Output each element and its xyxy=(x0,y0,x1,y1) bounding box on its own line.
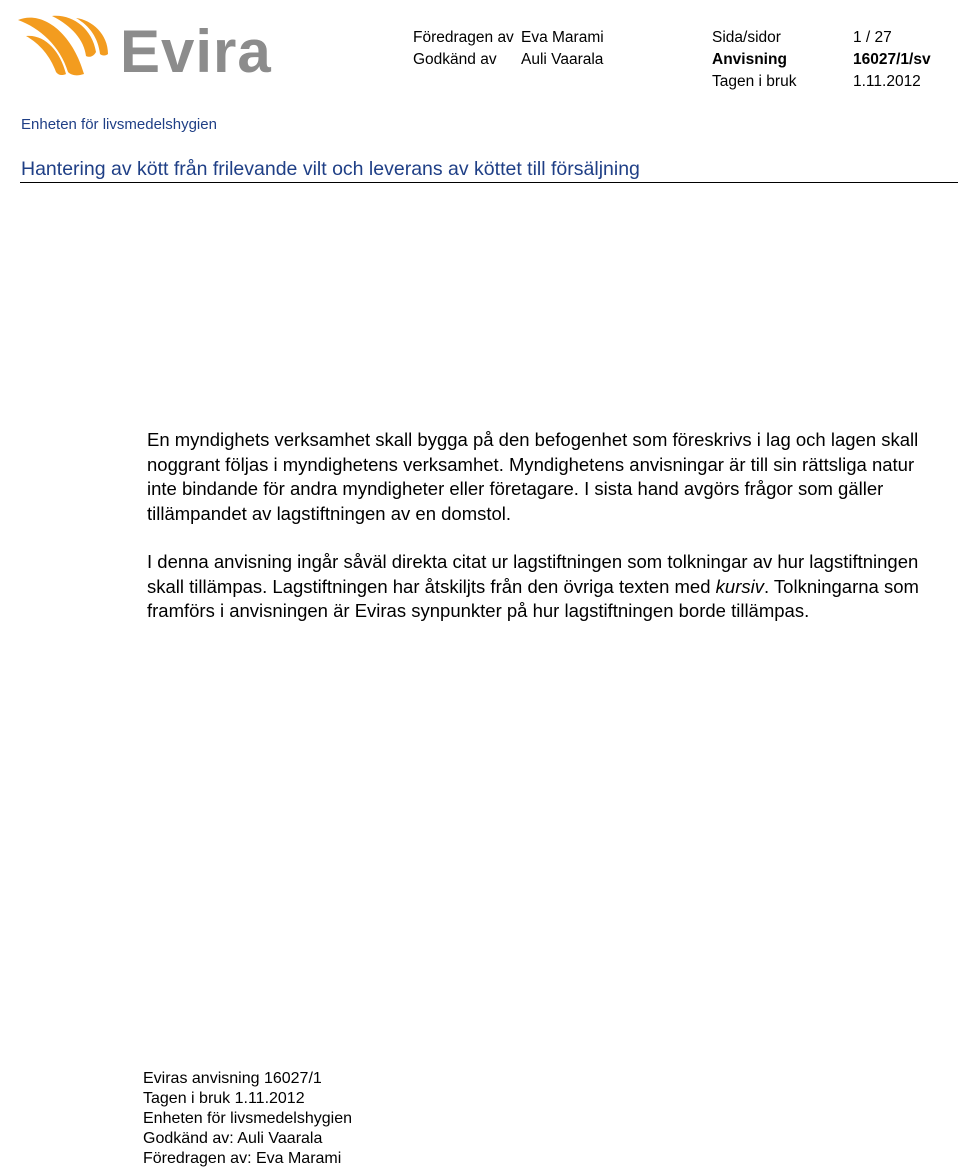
footer-block xyxy=(143,1069,352,1169)
effective-label: Tagen i bruk xyxy=(712,73,797,90)
approved-by-label: Godkänd av xyxy=(413,51,497,68)
paragraph-text-part2: . Tolkningarna som framförs i anvisningen är Eviras synpunkter på hur lagstiftningen borde tillämpas. xyxy=(147,575,919,621)
footer-line: Tagen i bruk 1.11.2012 xyxy=(143,1090,305,1107)
evira-logo xyxy=(12,12,272,90)
disclaimer-paragraph: En myndighets verksamhet skall bygga på den befogenhet som föreskrivs i lag och lagen skall noggrant följas i myndighetens verksamhet. Myndighetens anvisningar är till sin rättsliga natur inte bindande för andra myndigheter eller företagare. I sista hand avgörs frågor som gäller tillämpandet av lagstiftningen av en domstol. xyxy=(147,429,919,524)
effective-date: 1.11.2012 xyxy=(853,73,921,90)
logo-wordmark: Evira xyxy=(120,18,272,85)
approved-by-value: Auli Vaarala xyxy=(521,51,604,68)
paragraph-text-part1: I denna anvisning ingår såväl direkta citat ur lagstiftningen som tolkningar av hur lagstiftningen skall tillämpas. Lagstiftningen har åtskiljts från den övriga texten med xyxy=(147,551,919,597)
italic-word: kursiv xyxy=(715,575,764,597)
presented-by-label: Föredragen av xyxy=(413,29,514,46)
document-title: Hantering av kött från frilevande vilt och leverans av köttet till försäljning xyxy=(21,158,640,180)
document-number: 16027/1/sv xyxy=(853,51,931,68)
document-type: Anvisning xyxy=(712,51,787,68)
pages-label: Sida/sidor xyxy=(712,29,781,46)
interpretation-paragraph xyxy=(147,550,937,624)
footer-line: Godkänd av: Auli Vaarala xyxy=(143,1130,323,1147)
butterfly-logo-icon xyxy=(12,12,112,90)
footer-line: Föredragen av: Eva Marami xyxy=(143,1150,342,1167)
presented-by-value: Eva Marami xyxy=(521,29,604,46)
unit-name: Enheten för livsmedelshygien xyxy=(21,116,217,133)
footer-line: Enheten för livsmedelshygien xyxy=(143,1110,353,1127)
title-divider xyxy=(20,182,958,183)
pages-value: 1 / 27 xyxy=(853,29,892,46)
footer-line: Eviras anvisning 16027/1 xyxy=(143,1070,322,1087)
